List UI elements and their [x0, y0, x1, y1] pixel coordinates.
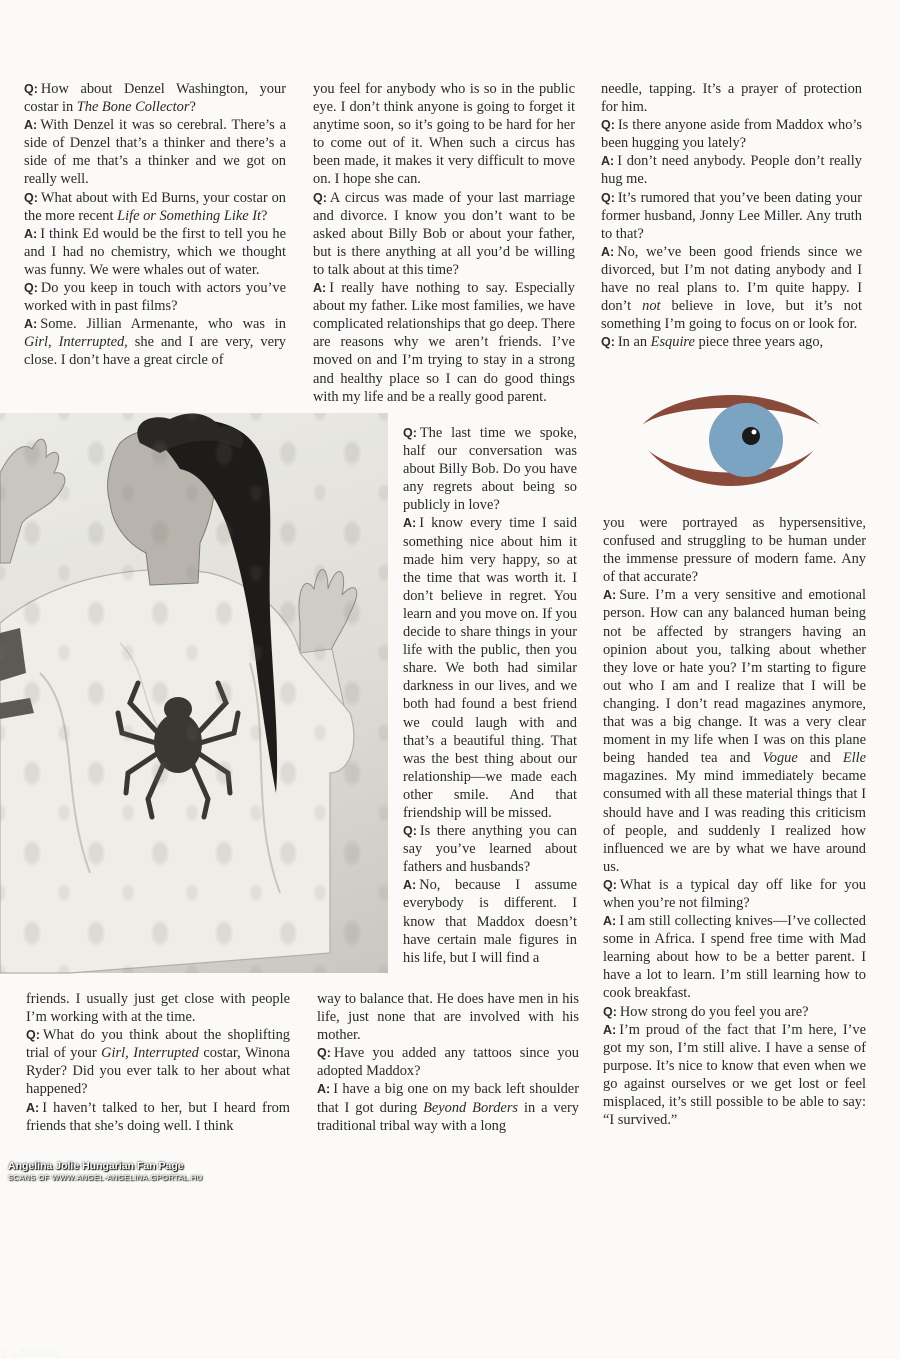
text-run: What about with Ed Burns, your costar on the more recent — [24, 189, 286, 224]
answer-label: A: — [24, 118, 38, 133]
text-run: With Denzel it was so cerebral. There’s a side of Denzel that’s a thinker and there’s a side of me that’s a thinker and we got on really well. — [24, 117, 286, 188]
answer-label: A: — [403, 516, 417, 531]
italic-title: Life or Something Like It — [117, 207, 261, 224]
question-paragraph — [603, 876, 866, 912]
text-run: and — [797, 750, 843, 767]
text-paragraph — [317, 990, 579, 1044]
text-run: How strong do you feel you are? — [619, 1003, 809, 1020]
text-run: I don’t need anybody. People don’t really hug me. — [601, 153, 862, 188]
question-paragraph — [601, 116, 862, 152]
question-paragraph — [601, 333, 862, 351]
italic-title: Girl, Interrupted — [24, 334, 125, 351]
text-run: How about Denzel Washington, your costar in — [24, 81, 286, 116]
watermark-title: Angelina Jolie Hungarian Fan Page — [8, 1160, 184, 1172]
text-run: I really have nothing to say. Especially about my father. Like most families, we have complicated relationships that go deep. There are reasons why we aren’t friends. I’ve moved on and I’m trying to stay in a strong and healthy place so I can do good things with my life and be a really good parent. — [313, 280, 575, 405]
question-paragraph — [313, 189, 575, 279]
eye-pupil — [742, 427, 760, 445]
text-run: friends. I usually just get close with people I’m working with at the time. — [26, 991, 290, 1026]
question-paragraph — [24, 279, 286, 315]
answer-paragraph — [317, 1080, 579, 1134]
text-run: No, we’ve been good friends since we divorced, but I’m not dating anybody and I have no real plans to. I’m quite happy. I don’t — [601, 243, 862, 315]
text-run: It’s rumored that you’ve been dating your former husband, Jonny Lee Miller. Any truth to that? — [601, 189, 862, 242]
text-run: I know every time I said something nice about him it made him very happy, so at the time that was worth it. I don’t believe in regret. You learn and you move on. If you decide to share things in your life with the public, then you share. We both had similar darkness in our lives, and we both had found a best friend we could laugh with and that’s a beautiful thing. That was the best thing about our relationship—we made each other smile. And that friendship will be missed. — [403, 515, 577, 821]
text-run: Have you added any tattoos since you adopted Maddox? — [317, 1045, 579, 1080]
italic-title: Elle — [842, 750, 866, 767]
answer-paragraph — [403, 514, 577, 822]
text-run: costar, Winona Ryder? Did you ever talk to her about what happened? — [26, 1045, 290, 1098]
watermark-subtitle: SCANS OF WWW.ANGEL-ANGELINA.GPORTAL.HU — [8, 1173, 203, 1182]
text-run: believe in love, but it’s not something I’m going to focus on or look for. — [601, 298, 863, 333]
answer-paragraph — [24, 116, 286, 188]
text-run: Do you keep in touch with actors you’ve worked with in past films? — [24, 280, 286, 315]
text-run: Is there anyone aside from Maddox who’s been hugging you lately? — [601, 117, 862, 152]
answer-paragraph — [24, 225, 286, 279]
question-paragraph — [403, 424, 577, 514]
answer-label: A: — [603, 914, 617, 929]
column-3-text — [603, 514, 866, 1129]
question-paragraph — [24, 189, 286, 225]
italic-title: Girl, Interrupted — [101, 1045, 199, 1062]
text-run: I think Ed would be the first to tell you he and I had no chemistry, which we thought was funny. We were whales out of water. — [24, 225, 286, 278]
answer-paragraph — [603, 912, 866, 1002]
italic-title: Beyond Borders — [423, 1099, 519, 1116]
answer-paragraph — [24, 315, 286, 369]
question-label: Q: — [603, 877, 617, 892]
italic-title: Vogue — [762, 750, 798, 767]
column-2-top-text — [313, 80, 575, 406]
text-run: In an — [617, 334, 651, 351]
question-label: Q: — [24, 190, 38, 205]
text-run: ? — [261, 207, 268, 224]
text-run: I am still collecting knives—I’ve collected some in Africa. I spend free time with Mad learning about how to be a better parent. I have a lot to learn. I’m still learning how to cook breakfast. — [603, 913, 866, 1002]
text-run: piece three years ago, — [694, 334, 824, 351]
column-1-text — [24, 80, 286, 370]
text-run: I haven’t talked to her, but I heard from friends that she’s doing well. I think — [26, 1099, 290, 1134]
text-run: The last time we spoke, half our conversation was about Billy Bob. Do you have any regrets about being so publicly in love? — [403, 425, 577, 514]
question-paragraph — [26, 1026, 290, 1098]
answer-label: A: — [601, 154, 615, 169]
question-label: Q: — [24, 281, 38, 296]
answer-label: A: — [403, 878, 417, 893]
text-run: Sure. I’m a very sensitive and emotional person. How can any balanced human being not be affected by strangers having an opinion about you, talking about whether they love or hate you? I’m starting to figure out who I am and I realize that I will be changing. I don’t read magazines anymore, that was a big change. It was a very clear moment in my life when I was on this plane being handed tea and — [603, 587, 866, 767]
answer-label: A: — [24, 226, 38, 241]
text-paragraph — [26, 990, 290, 1026]
text-run: I have a big one on my back left shoulder that I got during — [317, 1081, 579, 1116]
question-paragraph — [403, 822, 577, 876]
italic-title: Esquire — [650, 334, 695, 351]
text-run: in a very traditional tribal way with a long — [317, 1099, 579, 1134]
question-paragraph — [603, 1003, 866, 1021]
text-run: Is there anything you can say you’ve learned about fathers and husbands? — [403, 823, 577, 876]
question-label: Q: — [601, 190, 615, 205]
question-label: Q: — [603, 1004, 617, 1019]
question-label: Q: — [313, 190, 327, 205]
text-run: What is a typical day off like for you when you’re not filming? — [603, 876, 866, 911]
question-label: Q: — [26, 1028, 40, 1043]
answer-paragraph — [26, 1099, 290, 1135]
question-label: Q: — [317, 1046, 331, 1061]
text-run: No, because I assume everybody is different. I know that Maddox doesn’t have certain male figures in his life, but I will find a — [403, 877, 577, 966]
answer-label: A: — [601, 244, 615, 259]
answer-label: A: — [603, 588, 617, 603]
wallpaper-pattern — [0, 413, 388, 973]
text-run: A circus was made of your last marriage and divorce. I know you don’t want to be asked about Billy Bob or about your father, but is there anything at all you’d be willing to talk about at this time? — [313, 189, 575, 278]
answer-paragraph — [403, 876, 577, 966]
text-run: What do you think about the shoplifting trial of your — [26, 1027, 290, 1062]
fan-page-watermark — [8, 1160, 203, 1182]
column-3-top-text — [601, 80, 862, 351]
answer-paragraph — [313, 279, 575, 406]
answer-label: A: — [26, 1100, 40, 1115]
question-paragraph — [317, 1044, 579, 1080]
eye-highlight — [752, 430, 757, 435]
answer-label: A: — [24, 317, 38, 332]
answer-paragraph — [601, 152, 862, 188]
eye-illustration — [640, 380, 822, 498]
column-2-narrow-text — [403, 424, 577, 967]
italic-title: The Bone Collector — [76, 99, 190, 116]
photo-credit: y Libertine — [2, 1345, 61, 1359]
answer-paragraph — [603, 586, 866, 876]
question-label: Q: — [403, 824, 417, 839]
column-1-bottom-text — [26, 990, 290, 1135]
answer-label: A: — [603, 1022, 617, 1037]
answer-paragraph — [601, 243, 862, 333]
text-run: magazines. My mind immediately became consumed with all these material things that I should have and I was reading this criticism of people, and suddenly I realized how influenced we are by what we have around us. — [603, 768, 866, 875]
text-run: I’m proud of the fact that I’m here, I’ve got my son, I’m still alive. I have a sense of purpose. It’s nice to know that even when we go against ourselves or we get lost or feel misplaced, it’s still possible to be able to say: “I survived.” — [603, 1021, 866, 1129]
text-run: you were portrayed as hypersensitive, confused and struggling to be human under the immense pressure of modern fame. Any of that accurate? — [603, 515, 866, 586]
answer-label: A: — [313, 281, 327, 296]
text-run: you feel for anybody who is so in the public eye. I don’t think anyone is going to forget it anytime soon, so it’s going to be hard for her to come out of it. When such a circus has been made, it makes it very difficult to move on. I hope she can. — [313, 81, 575, 188]
text-paragraph — [601, 80, 862, 116]
text-run: ? — [189, 99, 196, 116]
question-label: Q: — [403, 426, 417, 440]
text-paragraph — [313, 80, 575, 189]
question-paragraph — [24, 80, 286, 116]
text-run: needle, tapping. It’s a prayer of protection for him. — [601, 81, 862, 116]
text-run: , she and I are very, very close. I don’t have a great circle of — [24, 334, 286, 369]
text-run: Some. Jillian Armenante, who was in — [40, 316, 286, 333]
answer-paragraph — [603, 1021, 866, 1130]
text-run: way to balance that. He does have men in his life, just none that are involved with his mother. — [317, 991, 579, 1044]
question-label: Q: — [601, 335, 615, 350]
column-2-bottom-text — [317, 990, 579, 1135]
text-paragraph — [603, 514, 866, 586]
question-label: Q: — [601, 118, 615, 133]
answer-label: A: — [317, 1082, 331, 1097]
question-paragraph — [601, 189, 862, 243]
italic-title: not — [642, 298, 661, 315]
question-label: Q: — [24, 82, 38, 96]
